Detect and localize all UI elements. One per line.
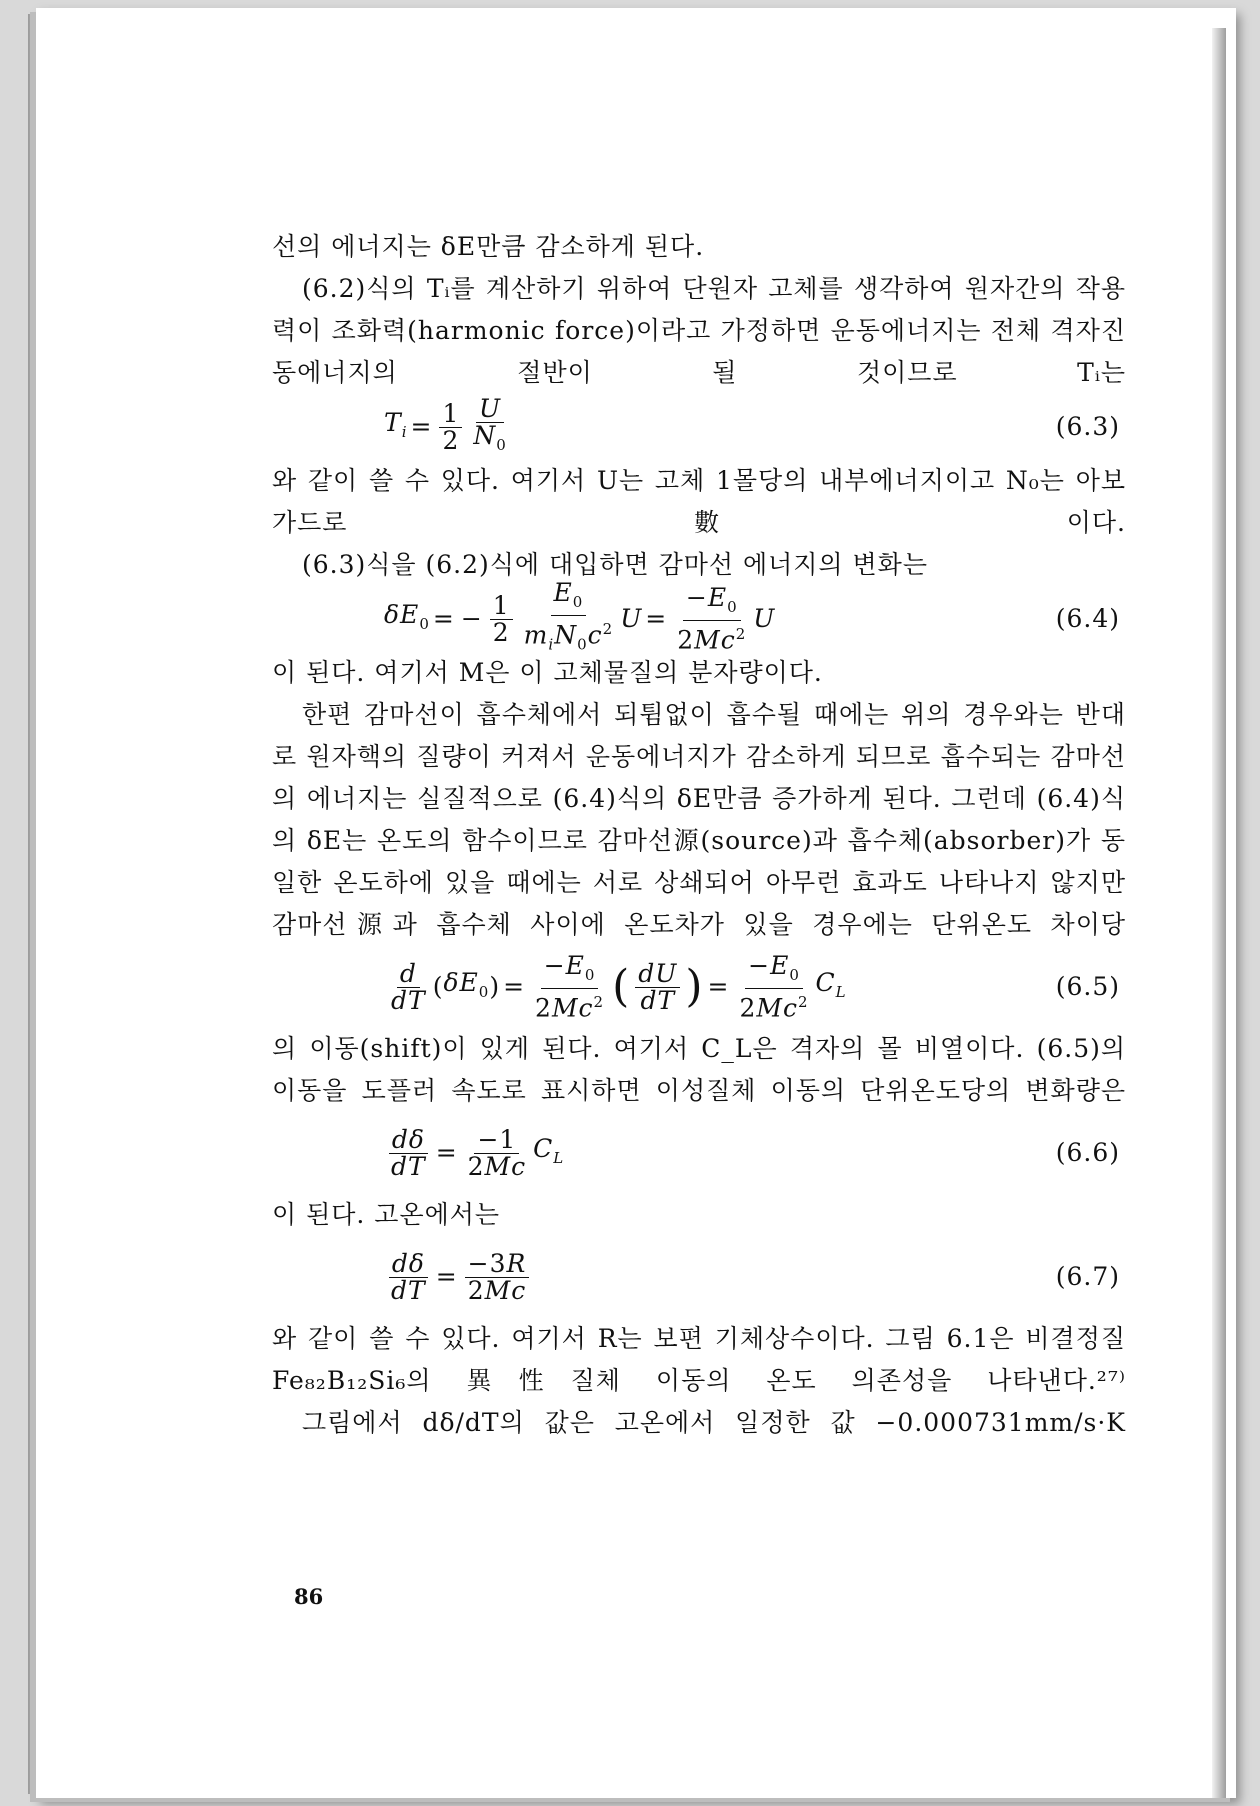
paragraph-3: 와 같이 쓸 수 있다. 여기서 U는 고체 1몰당의 내부에너지이고 N₀는 아보가드로數이다. <box>272 466 1126 537</box>
paragraph-8: 이 된다. 고온에서는 <box>272 1200 501 1229</box>
equation-number-6-4: (6.4) <box>1055 604 1120 633</box>
page-right-edge <box>1212 28 1226 1798</box>
equation-6-7 <box>272 1240 1126 1314</box>
paragraph-5: 이 된다. 여기서 M은 이 고체물질의 분자량이다. <box>272 658 823 687</box>
equation-number-6-3: (6.3) <box>1055 412 1120 441</box>
equation-6-5-body: $\frac{d}{dT}$ ( $\delta E_0$ ) = $\frac{-E_0}{2Mc^2}$ ( $\frac{dU}{dT}$ ) = $\frac{-E_0}{2Mc^2}$ $C_L$ <box>391 950 847 1023</box>
paragraph-2: (6.2)식의 Tᵢ를 계산하기 위하여 단원자 고체를 생각하여 원자간의 작용력이 조화력(harmonic force)이라고 가정하면 운동에너지는 전체 격자진동에너지의 절반이 될 것이므로 Tᵢ는 <box>272 274 1126 387</box>
paragraph-4: (6.3)식을 (6.2)식에 대입하면 감마선 에너지의 변화는 <box>302 550 928 579</box>
paragraph-7: 의 이동(shift)이 있게 된다. 여기서 C_L은 격자의 몰 비열이다. (6.5)의 이동을 도플러 속도로 표시하면 이성질체 이동의 단위온도당의 변화량은 <box>272 1034 1126 1105</box>
paragraph-6: 한편 감마선이 흡수체에서 되튐없이 흡수될 때에는 위의 경우와는 반대로 원자핵의 질량이 커져서 운동에너지가 감소하게 되므로 흡수되는 감마선의 에너지는 실질적으로 (6.4)식의 δE만큼 증가하게 된다. 그런데 (6.4)식의 δE는 온도의 함수이므로 감마선源(source)과 흡수체(absorber)가 동일한 온도하에 있을 때에는 서로 상쇄되어 아무런 효과도 나타나지 않지만 감마선源과 흡수체 사이에 온도차가 있을 경우에는 단위온도 차이당 <box>272 700 1126 939</box>
equation-6-6-body: $\frac{d\delta}{dT}$ = $\frac{-1}{2Mc}$ $C_L$ <box>384 1116 564 1190</box>
paragraph-9: 와 같이 쓸 수 있다. 여기서 R는 보편 기체상수이다. 그림 6.1은 비결정질 Fe₈₂B₁₂Si₆의 異性질체 이동의 온도 의존성을 나타낸다.²⁷⁾ <box>272 1324 1126 1395</box>
equation-6-6 <box>272 1116 1126 1190</box>
page-number: 86 <box>294 1584 324 1609</box>
equation-number-6-5: (6.5) <box>1055 972 1120 1001</box>
paragraph-10: 그림에서 dδ/dT의 값은 고온에서 일정한 값 −0.000731mm/s·K <box>302 1408 1126 1437</box>
equation-number-6-7: (6.7) <box>1055 1262 1120 1291</box>
equation-number-6-6: (6.6) <box>1055 1138 1120 1167</box>
page-text <box>272 226 1126 1444</box>
paragraph-line-1: 선의 에너지는 δE만큼 감소하게 된다. <box>272 232 705 261</box>
equation-6-3-body: $T_i$ = $\frac{1}{2}$ $\frac{U}{N_0}$ <box>384 394 507 455</box>
equation-6-7-body: $\frac{d\delta}{dT}$ = $\frac{-3R}{2Mc}$ <box>384 1240 533 1314</box>
equation-6-4-body: $\delta E_0$ = − $\frac{1}{2}$ $\frac{E_0}{m_iN_0c^2}$ U = $\frac{-E_0}{2Mc^2}$ U <box>384 578 776 655</box>
equation-6-4 <box>272 578 1126 655</box>
equation-6-3 <box>272 394 1126 456</box>
equation-6-5 <box>272 950 1126 1024</box>
